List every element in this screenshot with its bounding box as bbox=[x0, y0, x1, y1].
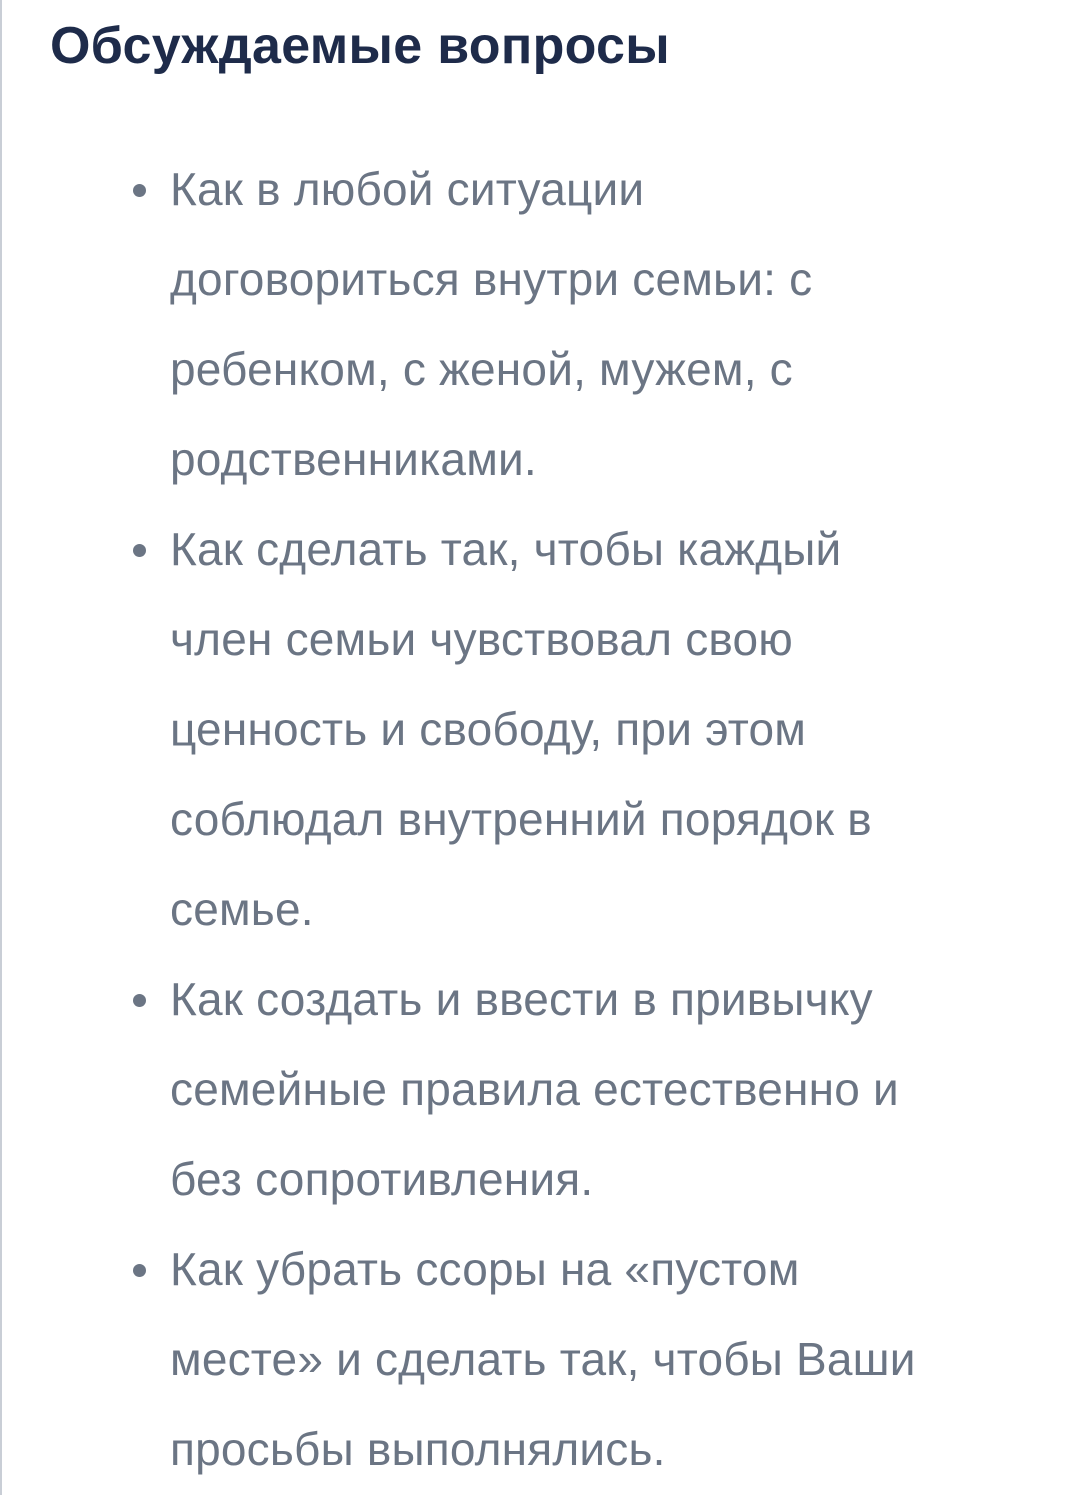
list-item-text-line: месте» и сделать так, чтобы Ваши bbox=[170, 1333, 916, 1385]
list-item bbox=[0, 1224, 1030, 1494]
bullet-icon bbox=[133, 994, 146, 1007]
list-item-text-line: семье. bbox=[170, 883, 314, 935]
list-item-text-line: без сопротивления. bbox=[170, 1153, 594, 1205]
list-item-text-line: ценность и свободу, при этом bbox=[170, 703, 807, 755]
list-item-text-line: договориться внутри семьи: с bbox=[170, 253, 813, 305]
list-item-text-line: соблюдал внутренний порядок в bbox=[170, 793, 872, 845]
list-item-text-line: Как в любой ситуации bbox=[170, 163, 645, 215]
topics-list bbox=[0, 144, 1080, 1494]
list-item-text-line: просьбы выполнялись. bbox=[170, 1423, 666, 1475]
list-item-text-line: Как убрать ссоры на «пустом bbox=[170, 1243, 800, 1295]
list-item-text-line: семейные правила естественно и bbox=[170, 1063, 899, 1115]
list-item bbox=[0, 504, 1030, 954]
list-item-text-line: член семьи чувствовал свою bbox=[170, 613, 794, 665]
list-item-text-line: Как сделать так, чтобы каждый bbox=[170, 523, 842, 575]
bullet-icon bbox=[133, 1264, 146, 1277]
list-item-text-line: родственниками. bbox=[170, 433, 537, 485]
list-item bbox=[0, 144, 1030, 504]
list-item bbox=[0, 954, 1030, 1224]
bullet-icon bbox=[133, 184, 146, 197]
list-item-text-line: Как создать и ввести в привычку bbox=[170, 973, 873, 1025]
list-item-text-line: ребенком, с женой, мужем, с bbox=[170, 343, 793, 395]
bullet-icon bbox=[133, 544, 146, 557]
section-title: Обсуждаемые вопросы bbox=[50, 17, 670, 75]
